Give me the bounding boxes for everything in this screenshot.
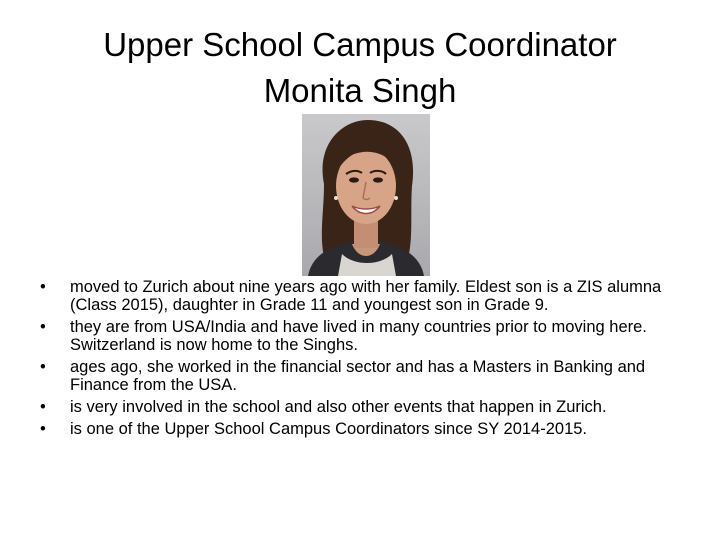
bullet-marker: • bbox=[40, 358, 46, 376]
bullet-text: is one of the Upper School Campus Coordinators since SY 2014-2015. bbox=[70, 420, 588, 438]
list-item bbox=[40, 278, 700, 314]
bullet-marker: • bbox=[40, 318, 46, 336]
bio-bullet-list bbox=[40, 278, 700, 442]
list-item bbox=[40, 358, 700, 394]
title-person-name: Monita Singh bbox=[263, 72, 457, 109]
bullet-text: they are from USA/India and have lived in many countries prior to moving here. Switzerland is now home to the Singhs. bbox=[70, 318, 647, 354]
slide-title bbox=[40, 22, 680, 114]
title-role: Upper School Campus Coordinator bbox=[103, 26, 617, 63]
bullet-text: moved to Zurich about nine years ago with her family. Eldest son is a ZIS alumna (Class 2015), daughter in Grade 11 and youngest son in Grade 9. bbox=[70, 278, 662, 314]
bullet-text: ages ago, she worked in the financial sector and has a Masters in Banking and Finance from the USA. bbox=[70, 358, 646, 394]
bullet-marker: • bbox=[40, 398, 46, 416]
bullet-text: is very involved in the school and also other events that happen in Zurich. bbox=[70, 398, 607, 416]
list-item bbox=[40, 420, 700, 438]
bullet-marker: • bbox=[40, 420, 46, 438]
bullet-marker: • bbox=[40, 278, 46, 296]
list-item bbox=[40, 318, 700, 354]
list-item bbox=[40, 398, 700, 416]
portrait-photo bbox=[302, 114, 430, 276]
